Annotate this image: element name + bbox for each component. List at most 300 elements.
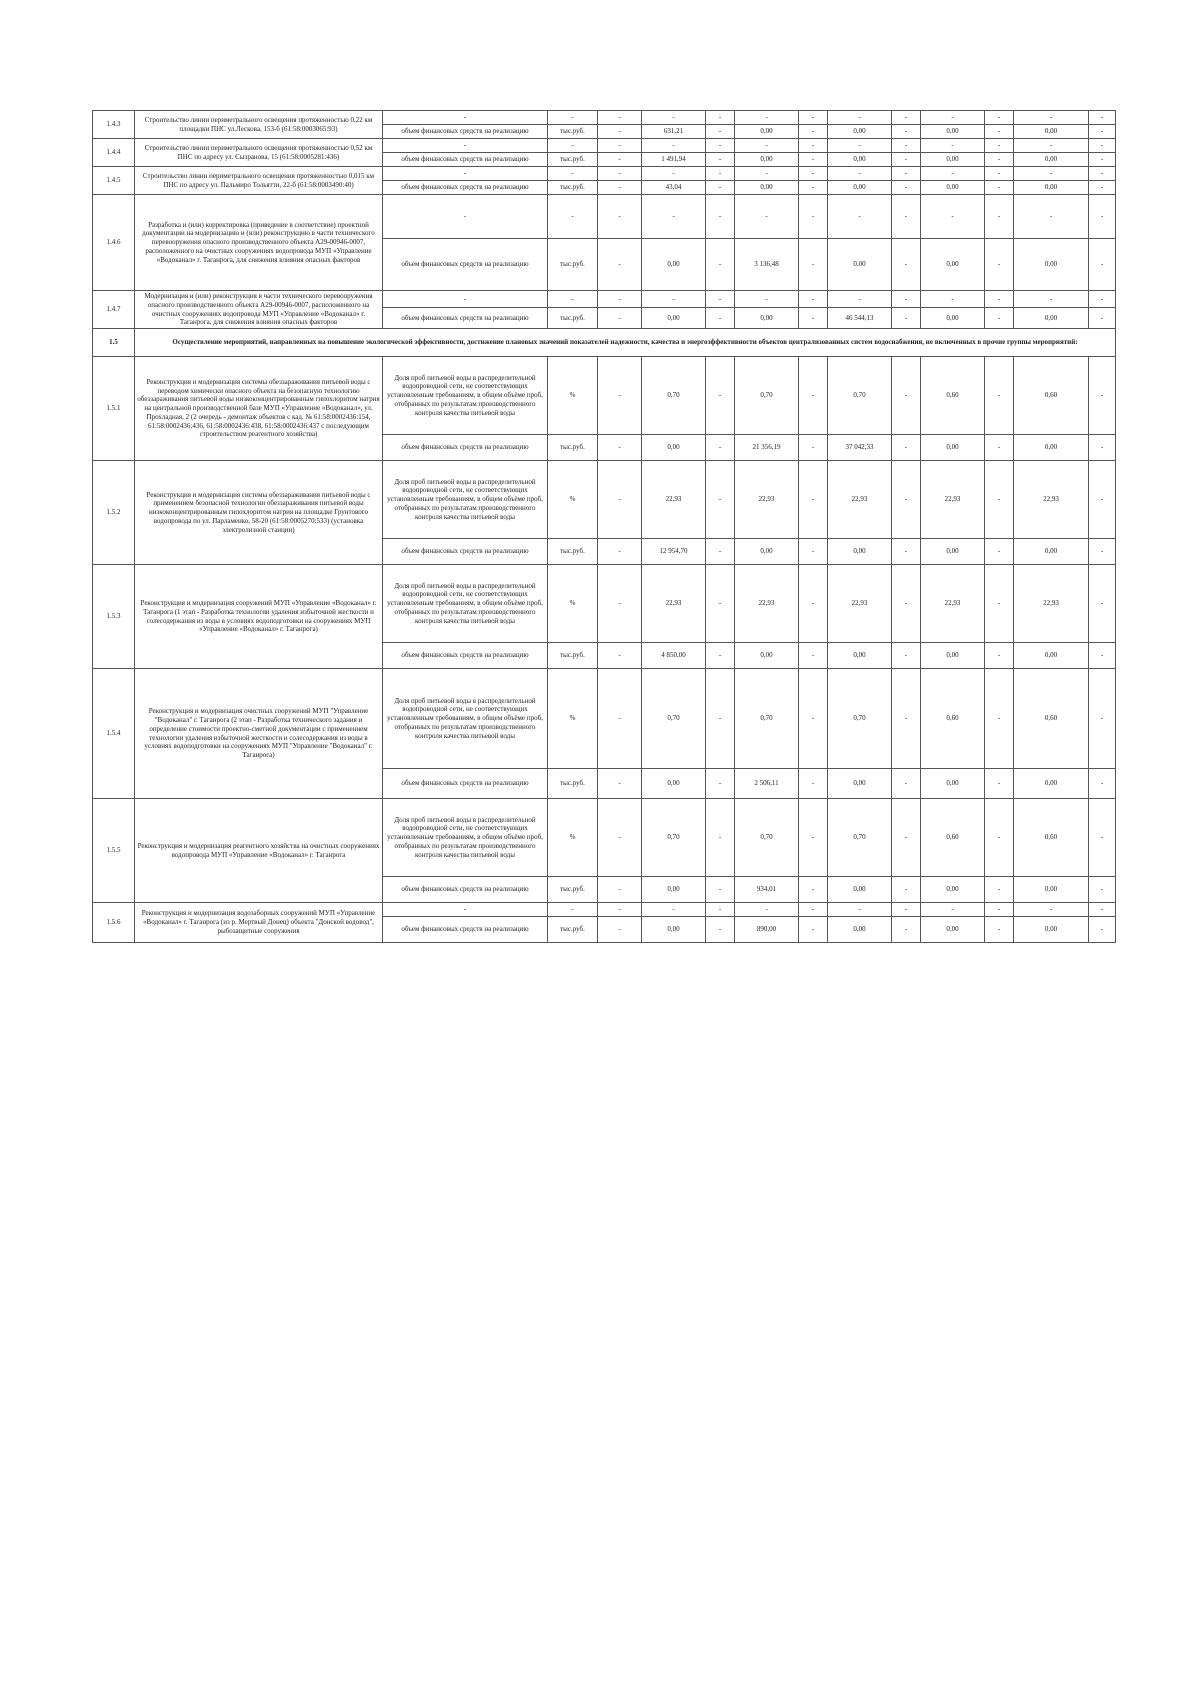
financing-value: 0,00 (735, 153, 799, 167)
table-body (93, 111, 1116, 943)
financing-value: - (1089, 877, 1116, 903)
financing-value: 0,00 (828, 153, 892, 167)
indicator-value: - (642, 139, 706, 153)
financing-value: 0,00 (1014, 917, 1089, 943)
item-number: 1.4.6 (93, 195, 135, 291)
financing-value: 631,21 (642, 125, 706, 139)
indicator-value: - (921, 903, 985, 917)
indicator-value: - (642, 291, 706, 308)
financing-value: 0,00 (642, 769, 706, 799)
financing-value: - (598, 435, 642, 461)
financing-value: - (706, 307, 735, 328)
indicator-unit: - (548, 139, 598, 153)
financing-value: - (598, 643, 642, 669)
indicator-value: 0,60 (921, 669, 985, 769)
indicator-value: - (892, 111, 921, 125)
indicator-value: 0,70 (735, 357, 799, 435)
financing-value: 0,00 (828, 539, 892, 565)
indicator-value: - (1089, 461, 1116, 539)
financing-value: - (706, 539, 735, 565)
financing-unit: тыс.руб. (548, 539, 598, 565)
financing-value: 46 544,13 (828, 307, 892, 328)
financing-value: - (1089, 917, 1116, 943)
indicator-value: - (735, 903, 799, 917)
financing-value: - (985, 539, 1014, 565)
item-number: 1.4.5 (93, 167, 135, 195)
financing-value: 0,00 (735, 125, 799, 139)
indicator-value: - (1089, 195, 1116, 239)
financing-value: 2 506,11 (735, 769, 799, 799)
indicator-value: 0,60 (921, 799, 985, 877)
indicator-value: - (1089, 111, 1116, 125)
financing-value: - (892, 153, 921, 167)
indicator-name: Доля проб питьевой воды в распределительной водопроводной сети, не соответствующих установленным требованиям, в общем объёме проб, отобранных по результатам производственного контроля качества питьевой воды (383, 357, 548, 435)
indicator-unit: % (548, 461, 598, 539)
financing-value: - (706, 917, 735, 943)
financing-value: 0,00 (642, 239, 706, 291)
financing-value: - (799, 435, 828, 461)
financing-value: - (892, 239, 921, 291)
item-number: 1.5.6 (93, 903, 135, 943)
financing-value: 0,00 (1014, 181, 1089, 195)
financing-value: - (706, 643, 735, 669)
financing-value: - (706, 769, 735, 799)
indicator-name: - (383, 291, 548, 308)
indicator-value: - (706, 111, 735, 125)
indicator-value: - (598, 357, 642, 435)
section-number: 1.5 (93, 329, 135, 357)
financing-value: - (1089, 153, 1116, 167)
financing-value: 12 954,70 (642, 539, 706, 565)
indicator-value: - (799, 565, 828, 643)
indicator-value: - (892, 669, 921, 769)
indicator-value: - (828, 167, 892, 181)
financing-label: объем финансовых средств на реализацию (383, 181, 548, 195)
financing-value: - (1089, 539, 1116, 565)
indicator-value: - (735, 167, 799, 181)
financing-value: - (598, 181, 642, 195)
financing-unit: тыс.руб. (548, 917, 598, 943)
indicator-value: - (799, 167, 828, 181)
financing-value: 0,00 (828, 181, 892, 195)
financing-label: объем финансовых средств на реализацию (383, 643, 548, 669)
indicator-unit: % (548, 799, 598, 877)
item-name: Модернизация и (или) реконструкция в части технического перевооружения опасного производственного объекта А29-00946-0007, расположенного на очистных сооружениях водопровода МУП «Управление «Водоканал» г. Таганрога, для снижения влияния опасных факторов (135, 291, 383, 329)
financing-value: 0,00 (921, 877, 985, 903)
item-name: Реконструкция и модернизация очистных сооружений МУП "Управление "Водоканал" г. Таганрога (2 этап - Разработка технического задания и определение стоимости проектно-сметной документации с применением технологии удаления избыточной жесткости и солесодержания из воды в условиях водоподготовки на сооружениях МУП "Управление "Водоканал" г. Таганрога) (135, 669, 383, 799)
financing-value: - (985, 435, 1014, 461)
indicator-value: - (1089, 903, 1116, 917)
indicator-value: 22,93 (735, 461, 799, 539)
financing-label: объем финансовых средств на реализацию (383, 239, 548, 291)
financing-label: объем финансовых средств на реализацию (383, 307, 548, 328)
financing-value: - (892, 769, 921, 799)
financing-value: 0,00 (828, 917, 892, 943)
indicator-value: - (598, 461, 642, 539)
indicator-unit: % (548, 565, 598, 643)
item-name: Реконструкция и модернизация водозаборных сооружений МУП «Управление «Водоканал» г. Таганрога (из р. Мертвый Донец) объекта "Донской водовод", рыбозащитные сооружения (135, 903, 383, 943)
financing-value: - (598, 125, 642, 139)
financing-value: - (799, 181, 828, 195)
indicator-name: Доля проб питьевой воды в распределительной водопроводной сети, не соответствующих установленным требованиям, в общем объёме проб, отобранных по результатам производственного контроля качества питьевой воды (383, 669, 548, 769)
indicator-value: - (598, 111, 642, 125)
financing-value: - (1089, 181, 1116, 195)
indicator-value: - (799, 799, 828, 877)
financing-value: - (799, 917, 828, 943)
financing-value: - (598, 539, 642, 565)
indicator-value: 22,93 (1014, 565, 1089, 643)
indicator-value: - (985, 565, 1014, 643)
financing-value: - (892, 877, 921, 903)
indicator-unit: - (548, 111, 598, 125)
indicator-value: - (1089, 357, 1116, 435)
indicator-value: - (706, 903, 735, 917)
financing-value: - (706, 181, 735, 195)
indicator-value: - (706, 139, 735, 153)
financing-label: объем финансовых средств на реализацию (383, 125, 548, 139)
indicator-value: 0,60 (1014, 669, 1089, 769)
financing-value: - (1089, 125, 1116, 139)
indicator-value: - (921, 111, 985, 125)
financing-value: 0,00 (921, 181, 985, 195)
financing-value: 1 491,94 (642, 153, 706, 167)
item-number: 1.5.3 (93, 565, 135, 669)
financing-value: - (892, 917, 921, 943)
table-row (93, 357, 1116, 435)
table-row (93, 669, 1116, 769)
financing-unit: тыс.руб. (548, 125, 598, 139)
indicator-value: - (828, 139, 892, 153)
item-number: 1.5.4 (93, 669, 135, 799)
indicator-value: 22,93 (642, 565, 706, 643)
indicator-value: - (799, 669, 828, 769)
financing-value: - (985, 239, 1014, 291)
indicator-name: - (383, 903, 548, 917)
financing-value: - (706, 125, 735, 139)
indicator-value: - (735, 195, 799, 239)
financing-value: 0,00 (1014, 435, 1089, 461)
indicator-value: - (985, 903, 1014, 917)
financing-value: - (892, 125, 921, 139)
financing-value: 0,00 (642, 307, 706, 328)
indicator-value: 0,70 (642, 357, 706, 435)
indicator-value: - (642, 111, 706, 125)
financing-value: 0,00 (828, 877, 892, 903)
financing-value: 0,00 (735, 539, 799, 565)
item-number: 1.4.3 (93, 111, 135, 139)
financing-unit: тыс.руб. (548, 877, 598, 903)
financing-value: - (892, 307, 921, 328)
indicator-value: - (985, 139, 1014, 153)
financing-value: - (598, 877, 642, 903)
indicator-value: 0,60 (1014, 357, 1089, 435)
indicator-value: - (735, 291, 799, 308)
financing-value: 37 042,33 (828, 435, 892, 461)
indicator-value: - (799, 139, 828, 153)
indicator-value: - (799, 195, 828, 239)
financing-value: - (1089, 435, 1116, 461)
financing-value: - (1089, 307, 1116, 328)
financing-value: 0,00 (642, 877, 706, 903)
indicator-value: - (828, 111, 892, 125)
indicator-value: - (598, 291, 642, 308)
financing-label: объем финансовых средств на реализацию (383, 153, 548, 167)
indicator-value: - (706, 565, 735, 643)
indicator-value: - (828, 291, 892, 308)
indicator-value: - (921, 139, 985, 153)
financing-unit: тыс.руб. (548, 643, 598, 669)
indicator-value: - (642, 195, 706, 239)
financing-value: 0,00 (1014, 307, 1089, 328)
table-row (93, 461, 1116, 539)
table-row (93, 195, 1116, 239)
financing-value: 0,00 (1014, 877, 1089, 903)
financing-value: 0,00 (921, 239, 985, 291)
item-name: Разработка и (или) корректировка (приведение в соответствие) проектной документации на модернизацию и (или) реконструкцию в части технического перевооружения опасного производственного объекта А29-00946-0007, расположенного на очистных сооружениях водопровода МУП «Управление «Водоканал» г. Таганрога, для снижения влияния опасных факторов (135, 195, 383, 291)
financing-value: 0,00 (735, 307, 799, 328)
indicator-value: 22,93 (642, 461, 706, 539)
financing-value: - (892, 643, 921, 669)
indicator-unit: - (548, 291, 598, 308)
indicator-value: - (598, 669, 642, 769)
indicator-value: 0,70 (642, 799, 706, 877)
table-row (93, 903, 1116, 917)
financing-value: - (706, 239, 735, 291)
financing-value: - (706, 877, 735, 903)
financing-label: объем финансовых средств на реализацию (383, 917, 548, 943)
indicator-value: - (985, 357, 1014, 435)
financing-value: 0,00 (1014, 539, 1089, 565)
indicator-value: - (892, 461, 921, 539)
indicator-name: Доля проб питьевой воды в распределительной водопроводной сети, не соответствующих установленным требованиям, в общем объёме проб, отобранных по результатам производственного контроля качества питьевой воды (383, 461, 548, 539)
financing-value: 0,00 (1014, 643, 1089, 669)
financing-value: 3 136,48 (735, 239, 799, 291)
section-title: Осуществление мероприятий, направленных на повышение экологической эффективности, достижение плановых значений показателей надежности, качества и энергоэффективности объектов централизованных систем водоснабжения, не включенных в прочие группы мероприятий: (135, 329, 1116, 357)
indicator-value: - (1014, 167, 1089, 181)
indicator-value: 0,60 (1014, 799, 1089, 877)
financing-value: - (1089, 643, 1116, 669)
financing-value: 0,00 (828, 643, 892, 669)
table-row (93, 111, 1116, 125)
financing-value: 0,00 (1014, 125, 1089, 139)
financing-unit: тыс.руб. (548, 435, 598, 461)
financing-value: - (799, 239, 828, 291)
indicator-value: - (985, 195, 1014, 239)
financing-value: - (799, 539, 828, 565)
indicator-value: - (735, 139, 799, 153)
indicator-value: - (1089, 669, 1116, 769)
indicator-value: - (642, 167, 706, 181)
indicator-value: - (598, 195, 642, 239)
indicator-value: - (799, 111, 828, 125)
financing-value: - (799, 153, 828, 167)
financing-value: 0,00 (921, 435, 985, 461)
financing-value: 0,00 (921, 307, 985, 328)
indicator-value: - (598, 167, 642, 181)
financing-value: - (892, 539, 921, 565)
financing-value: 0,00 (642, 917, 706, 943)
indicator-value: 22,93 (735, 565, 799, 643)
indicator-name: - (383, 139, 548, 153)
financing-value: - (985, 917, 1014, 943)
indicator-value: - (985, 167, 1014, 181)
indicator-value: - (921, 291, 985, 308)
indicator-value: - (1014, 903, 1089, 917)
indicator-value: - (892, 167, 921, 181)
indicator-value: 0,70 (642, 669, 706, 769)
financing-value: 934,01 (735, 877, 799, 903)
indicator-unit: % (548, 357, 598, 435)
indicator-value: - (799, 357, 828, 435)
indicator-value: - (892, 291, 921, 308)
financing-unit: тыс.руб. (548, 239, 598, 291)
item-name: Реконструкция и модернизация сооружений МУП «Управление «Водоканал» г. Таганрога (1 этап - Разработка технологии удаления избыточной жесткости и солесодержания из воды в условиях водоподготовки на сооружениях МУП «Управление «Водоканал» г. Таганрога) (135, 565, 383, 669)
indicator-value: 0,70 (828, 799, 892, 877)
indicator-value: - (892, 139, 921, 153)
financing-unit: тыс.руб. (548, 181, 598, 195)
financing-label: объем финансовых средств на реализацию (383, 877, 548, 903)
financing-value: - (799, 643, 828, 669)
financing-value: - (892, 435, 921, 461)
financing-value: - (598, 917, 642, 943)
financing-value: - (985, 877, 1014, 903)
item-number: 1.4.4 (93, 139, 135, 167)
indicator-value: - (706, 291, 735, 308)
financing-value: 0,00 (828, 769, 892, 799)
item-name: Строительство линии периметрального освещения протяженностью 0,015 км ПНС по адресу ул. Пальмиро Тольятти, 22-б (61:58:0003490:40) (135, 167, 383, 195)
indicator-name: - (383, 167, 548, 181)
indicator-unit: - (548, 195, 598, 239)
financing-value: - (598, 239, 642, 291)
indicator-value: - (1014, 111, 1089, 125)
financing-value: 0,00 (735, 181, 799, 195)
financing-label: объем финансовых средств на реализацию (383, 539, 548, 565)
financing-value: - (799, 125, 828, 139)
item-number: 1.5.2 (93, 461, 135, 565)
financing-value: 0,00 (642, 435, 706, 461)
financing-value: - (985, 125, 1014, 139)
financing-value: - (892, 181, 921, 195)
indicator-value: - (892, 357, 921, 435)
indicator-value: - (921, 195, 985, 239)
table-row (93, 565, 1116, 643)
indicator-value: - (985, 669, 1014, 769)
item-name: Строительство линии периметрального освещения протяженностью 0,52 км ПНС по адресу ул. Сызранова, 15 (61:58:0005281:436) (135, 139, 383, 167)
financing-value: - (1089, 239, 1116, 291)
indicator-value: - (706, 669, 735, 769)
indicator-value: - (799, 461, 828, 539)
indicator-value: - (985, 461, 1014, 539)
financing-value: - (985, 181, 1014, 195)
indicator-value: - (985, 111, 1014, 125)
indicator-unit: % (548, 669, 598, 769)
section-row (93, 329, 1116, 357)
item-name: Реконструкция и модернизация системы обеззараживания питьевой воды с переводом химически опасного объекта на безопасную технологию обеззараживания питьевой воды низкоконцентрированным гипохлоритом натрия на центральной производственной базе МУП «Управление «Водоканал», ул. Прохладная, 2 (2 очередь - демонтаж объектов с кад. № 61:58:0002436:154, 61:58:0002436:436, 61:58:0002436:438, 61:58:0002436:437 с последующим строительством реагентного хозяйства) (135, 357, 383, 461)
table-row (93, 167, 1116, 181)
indicator-name: Доля проб питьевой воды в распределительной водопроводной сети, не соответствующих установленным требованиям, в общем объёме проб, отобранных по результатам производственного контроля качества питьевой воды (383, 565, 548, 643)
table-row (93, 291, 1116, 308)
financing-unit: тыс.руб. (548, 769, 598, 799)
indicator-value: - (1089, 565, 1116, 643)
indicator-value: 0,70 (828, 357, 892, 435)
indicator-value: - (598, 139, 642, 153)
indicator-value: - (892, 195, 921, 239)
financing-value: 890,00 (735, 917, 799, 943)
financing-value: 0,00 (921, 153, 985, 167)
financing-unit: тыс.руб. (548, 307, 598, 328)
indicator-unit: - (548, 167, 598, 181)
financing-value: 43,04 (642, 181, 706, 195)
financing-value: - (985, 643, 1014, 669)
financing-value: 21 356,19 (735, 435, 799, 461)
indicator-value: - (706, 799, 735, 877)
indicator-value: 0,70 (735, 799, 799, 877)
financing-value: 0,00 (735, 643, 799, 669)
indicator-value: - (598, 799, 642, 877)
indicator-value: 0,70 (828, 669, 892, 769)
financing-value: 0,00 (921, 125, 985, 139)
indicator-value: - (828, 195, 892, 239)
item-number: 1.5.1 (93, 357, 135, 461)
financing-label: объем финансовых средств на реализацию (383, 435, 548, 461)
financing-value: - (598, 769, 642, 799)
indicator-value: - (735, 111, 799, 125)
financing-value: - (985, 307, 1014, 328)
indicator-value: 22,93 (1014, 461, 1089, 539)
indicator-value: - (828, 903, 892, 917)
financing-value: - (706, 435, 735, 461)
indicator-value: - (706, 357, 735, 435)
indicator-value: - (598, 565, 642, 643)
table-row (93, 139, 1116, 153)
indicator-value: 22,93 (828, 565, 892, 643)
financing-value: - (985, 153, 1014, 167)
indicator-name: Доля проб питьевой воды в распределительной водопроводной сети, не соответствующих установленным требованиям, в общем объёме проб, отобранных по результатам производственного контроля качества питьевой воды (383, 799, 548, 877)
indicator-unit: - (548, 903, 598, 917)
indicator-value: - (799, 291, 828, 308)
financing-value: 0,00 (921, 643, 985, 669)
financing-value: - (598, 307, 642, 328)
indicator-value: 22,93 (921, 565, 985, 643)
financing-value: - (706, 153, 735, 167)
item-name: Строительство линии периметрального освещения протяженностью 0,22 км площадки ПНС ул.Лескова, 153-б (61:58:0003065:93) (135, 111, 383, 139)
financing-value: 0,00 (921, 539, 985, 565)
financing-label: объем финансовых средств на реализацию (383, 769, 548, 799)
indicator-value: - (1089, 167, 1116, 181)
indicator-value: - (706, 461, 735, 539)
financing-value: 0,00 (828, 239, 892, 291)
financing-value: - (799, 877, 828, 903)
financing-unit: тыс.руб. (548, 153, 598, 167)
indicator-value: - (799, 903, 828, 917)
financing-value: - (1089, 769, 1116, 799)
indicator-value: - (921, 167, 985, 181)
financing-value: 0,00 (921, 769, 985, 799)
indicator-value: - (642, 903, 706, 917)
indicator-value: - (892, 903, 921, 917)
table-row (93, 799, 1116, 877)
financing-value: 0,00 (828, 125, 892, 139)
financing-value: - (985, 769, 1014, 799)
indicator-value: - (985, 799, 1014, 877)
financing-value: 0,00 (921, 917, 985, 943)
indicator-value: 22,93 (828, 461, 892, 539)
indicator-value: - (892, 799, 921, 877)
indicator-value: - (1089, 139, 1116, 153)
financing-value: 4 850,00 (642, 643, 706, 669)
item-name: Реконструкция и модернизация системы обеззараживания питьевой воды с применением безопасной технологии обеззараживания питьевой воды низкоконцентрированным гипохлоритом натрия на площадке Грунтового водопровода по ул. Парламенко, 58-20 (61:58:0005270:533) (установка электролизной станции) (135, 461, 383, 565)
item-number: 1.5.5 (93, 799, 135, 903)
